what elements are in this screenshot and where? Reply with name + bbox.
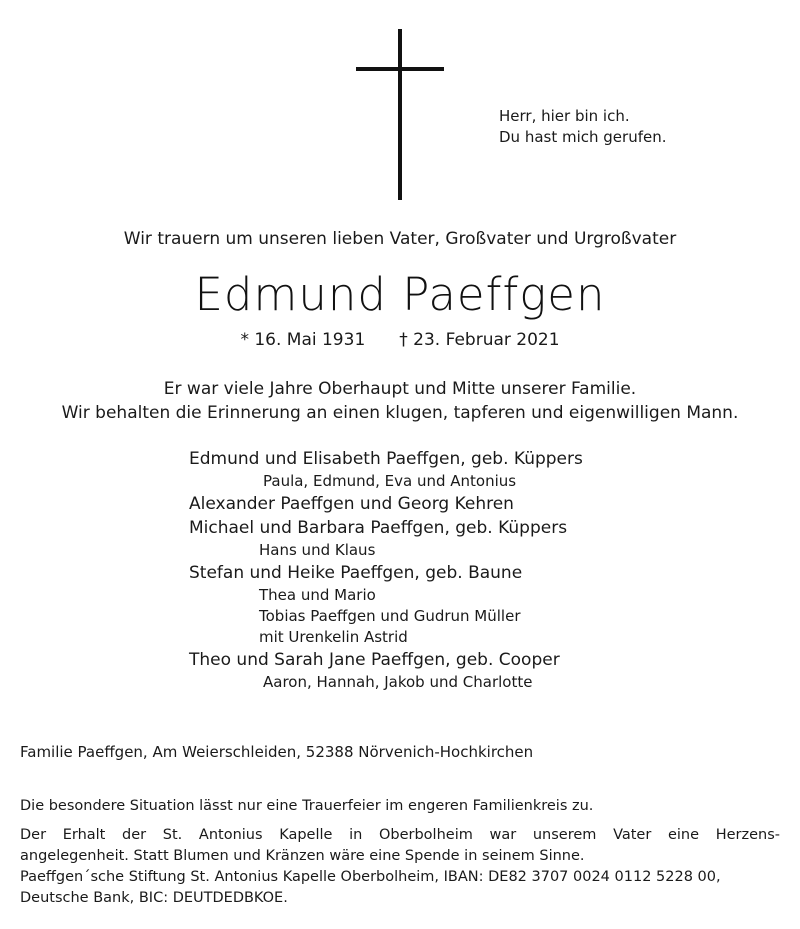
mourning-intro: Wir trauern um unseren lieben Vater, Großvater und Urgroßvater [123, 229, 677, 249]
family-member: Theo und Sarah Jane Paeffgen, geb. Cooper [189, 650, 560, 670]
donation-line-2: angelegenheit. Statt Blumen und Kränzen wäre eine Spende in seinem Sinne. [20, 848, 585, 864]
family-children: Tobias Paeffgen und Gudrun Müller [259, 607, 521, 625]
tribute-line-2: Wir behalten die Erinnerung an einen klugen, tapferen und eigenwilligen Mann. [61, 403, 739, 423]
family-member: Stefan und Heike Paeffgen, geb. Baune [189, 563, 523, 583]
birth-date: * 16. Mai 1931 [240, 330, 366, 350]
bible-quote [499, 106, 667, 148]
family-member: Edmund und Elisabeth Paeffgen, geb. Küppers [189, 449, 583, 469]
donation-line-1: Der Erhalt der St. Antonius Kapelle in Oberbolheim war unserem Vater eine Herzens- [20, 827, 780, 843]
family-children: mit Urenkelin Astrid [259, 628, 408, 646]
quote-line-1: Herr, hier bin ich. [499, 107, 630, 125]
cross-horizontal-bar [356, 67, 444, 71]
family-children: Aaron, Hannah, Jakob und Charlotte [263, 673, 533, 691]
family-children: Hans und Klaus [259, 541, 376, 559]
donation-line-3: Paeffgen´sche Stiftung St. Antonius Kapelle Oberbolheim, IBAN: DE82 3707 0024 0112 5228 00, [20, 869, 721, 885]
family-list [189, 447, 583, 693]
death-date: † 23. Februar 2021 [399, 330, 560, 350]
tribute-line-1: Er war viele Jahre Oberhaupt und Mitte unserer Familie. [163, 379, 637, 399]
funeral-notice: Die besondere Situation lässt nur eine Trauerfeier im engeren Familienkreis zu. [20, 798, 594, 814]
family-member: Alexander Paeffgen und Georg Kehren [189, 494, 514, 514]
family-address: Familie Paeffgen, Am Weierschleiden, 52388 Nörvenich-Hochkirchen [20, 743, 534, 761]
family-children: Thea und Mario [259, 586, 376, 604]
deceased-name: Edmund Paeffgen [194, 268, 606, 321]
quote-line-2: Du hast mich gerufen. [499, 128, 667, 146]
family-member: Michael und Barbara Paeffgen, geb. Küppers [189, 518, 568, 538]
donation-line-4: Deutsche Bank, BIC: DEUTDEDBKOE. [20, 890, 288, 906]
life-dates [0, 330, 800, 350]
cross-vertical-bar [398, 29, 402, 200]
donation-notice [20, 825, 780, 909]
family-children: Paula, Edmund, Eva und Antonius [263, 472, 517, 490]
tribute-text [0, 377, 800, 425]
